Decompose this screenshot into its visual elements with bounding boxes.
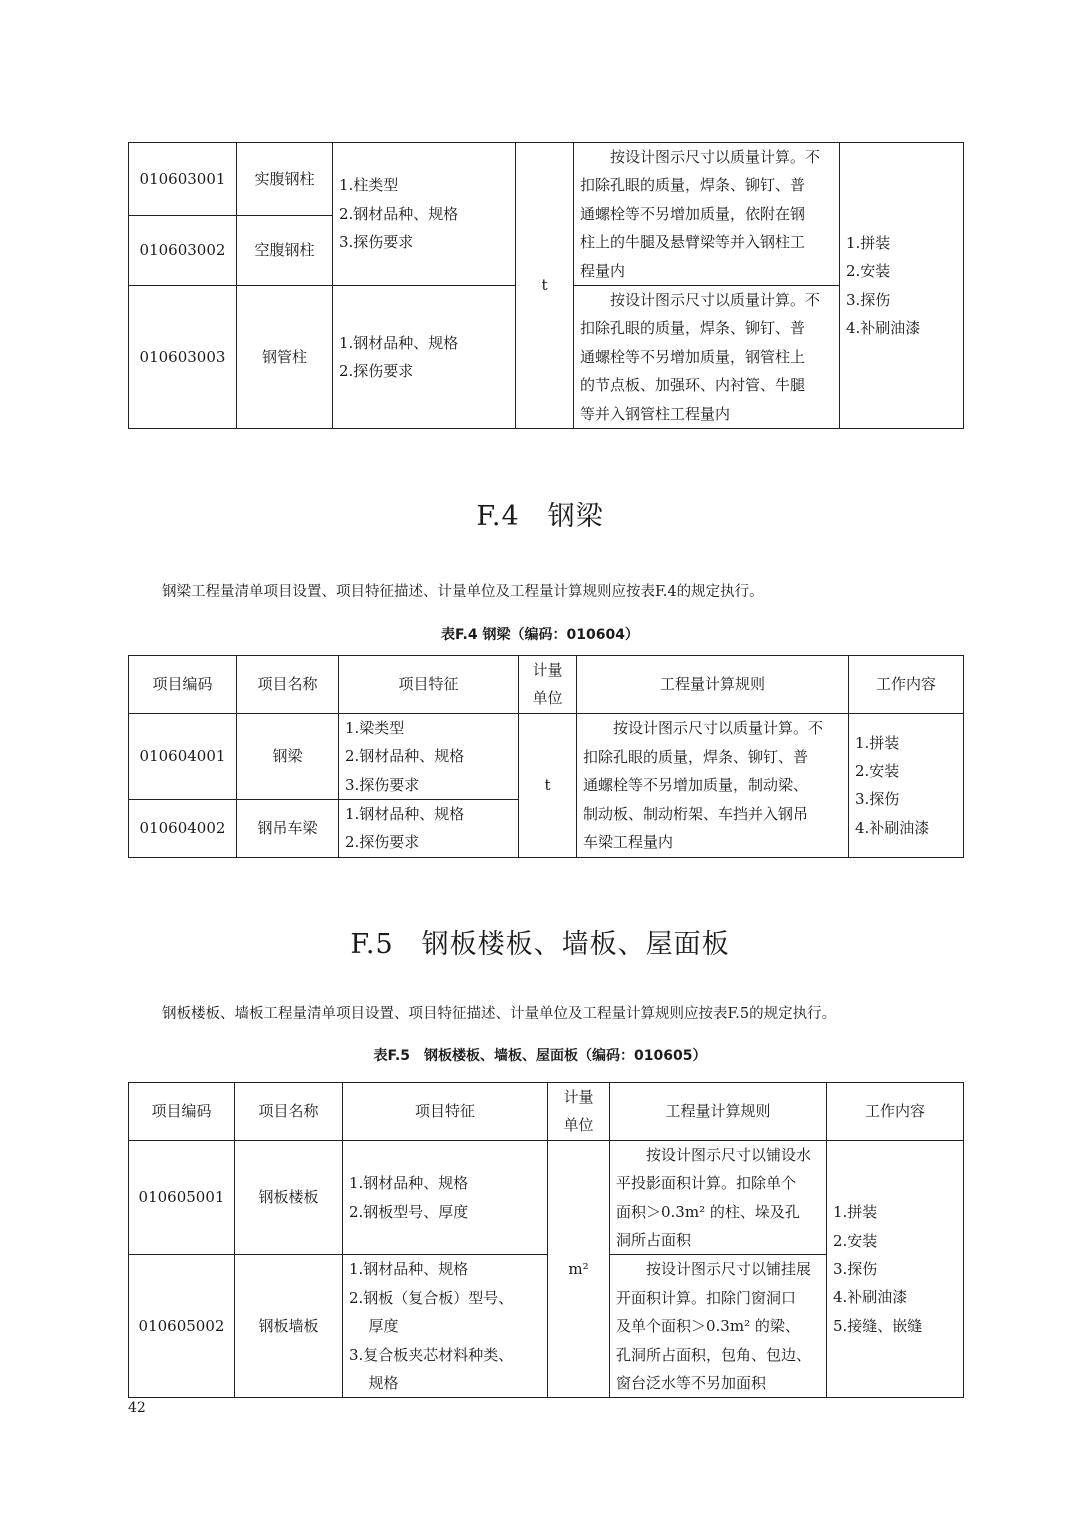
item-name: 钢管柱 bbox=[237, 286, 333, 429]
item-name: 钢板楼板 bbox=[235, 1140, 343, 1255]
header-features: 项目特征 bbox=[343, 1083, 548, 1141]
header-code: 项目编码 bbox=[129, 656, 237, 714]
table-caption-f5: 表F.5 钢板楼板、墙板、屋面板（编码：010605） bbox=[373, 1048, 707, 1064]
header-work: 工作内容 bbox=[849, 656, 964, 714]
section-paragraph-f5: 钢板楼板、墙板工程量清单项目设置、项目特征描述、计量单位及工程量计算规则应按表F.5的规定执行。 bbox=[162, 1006, 837, 1022]
table-f5 bbox=[128, 1082, 964, 1398]
measure-unit: m² bbox=[548, 1140, 610, 1398]
header-name: 项目名称 bbox=[237, 656, 339, 714]
item-code: 010603002 bbox=[129, 215, 237, 286]
header-rule: 工程量计算规则 bbox=[610, 1083, 827, 1141]
item-name: 实腹钢柱 bbox=[237, 143, 333, 216]
table-f3-continued bbox=[128, 142, 964, 429]
header-unit: 计量 单位 bbox=[519, 656, 577, 714]
item-name: 钢梁 bbox=[237, 713, 339, 799]
table-header-row bbox=[129, 656, 964, 714]
section-paragraph-f4: 钢梁工程量清单项目设置、项目特征描述、计量单位及工程量计算规则应按表F.4的规定执行。 bbox=[162, 584, 764, 600]
header-name: 项目名称 bbox=[235, 1083, 343, 1141]
item-code: 010605001 bbox=[129, 1140, 235, 1255]
work-content: 1.拼装 2.安装 3.探伤 4.补刷油漆 bbox=[840, 143, 964, 429]
item-features: 1.钢材品种、规格 2.钢板型号、厚度 bbox=[343, 1140, 548, 1255]
page-number: 42 bbox=[128, 1400, 146, 1416]
item-features: 1.钢材品种、规格 2.探伤要求 bbox=[333, 286, 516, 429]
table-row bbox=[129, 713, 964, 799]
header-unit: 计量 单位 bbox=[548, 1083, 610, 1141]
work-content: 1.拼装 2.安装 3.探伤 4.补刷油漆 5.接缝、嵌缝 bbox=[827, 1140, 964, 1398]
header-rule: 工程量计算规则 bbox=[577, 656, 849, 714]
item-code: 010603001 bbox=[129, 143, 237, 216]
table-header-row bbox=[129, 1083, 964, 1141]
item-features: 1.梁类型 2.钢材品种、规格 3.探伤要求 bbox=[339, 713, 519, 799]
item-code: 010604001 bbox=[129, 713, 237, 799]
measure-unit: t bbox=[519, 713, 577, 857]
item-name: 空腹钢柱 bbox=[237, 215, 333, 286]
section-title-f4: F.4 钢梁 bbox=[476, 501, 604, 532]
work-content: 1.拼装 2.安装 3.探伤 4.补刷油漆 bbox=[849, 713, 964, 857]
header-work: 工作内容 bbox=[827, 1083, 964, 1141]
calc-rule: 按设计图示尺寸以铺设水 平投影面积计算。扣除单个 面积＞0.3m² 的柱、垛及孔 洞所占面积 bbox=[610, 1140, 827, 1255]
table-f4 bbox=[128, 655, 964, 858]
header-features: 项目特征 bbox=[339, 656, 519, 714]
calc-rule: 按设计图示尺寸以质量计算。不 扣除孔眼的质量，焊条、铆钉、普 通螺栓等不另增加质量，制动梁、 制动板、制动桁架、车挡并入钢吊 车梁工程量内 bbox=[577, 713, 849, 857]
calc-rule: 按设计图示尺寸以质量计算。不 扣除孔眼的质量，焊条、铆钉、普 通螺栓等不另增加质量，依附在钢 柱上的牛腿及悬臂梁等并入钢柱工 程量内 bbox=[574, 143, 840, 286]
table-row bbox=[129, 1140, 964, 1255]
header-code: 项目编码 bbox=[129, 1083, 235, 1141]
item-name: 钢吊车梁 bbox=[237, 800, 339, 858]
item-features: 1.柱类型 2.钢材品种、规格 3.探伤要求 bbox=[333, 143, 516, 286]
measure-unit: t bbox=[516, 143, 574, 429]
table-caption-f4: 表F.4 钢梁（编码：010604） bbox=[441, 627, 639, 643]
item-name: 钢板墙板 bbox=[235, 1255, 343, 1398]
calc-rule: 按设计图示尺寸以铺挂展 开面积计算。扣除门窗洞口 及单个面积＞0.3m² 的梁、 孔洞所占面积，包角、包边、 窗台泛水等不另加面积 bbox=[610, 1255, 827, 1398]
calc-rule: 按设计图示尺寸以质量计算。不 扣除孔眼的质量，焊条、铆钉、普 通螺栓等不另增加质量，钢管柱上 的节点板、加强环、内衬管、牛腿 等并入钢管柱工程量内 bbox=[574, 286, 840, 429]
item-code: 010604002 bbox=[129, 800, 237, 858]
item-code: 010605002 bbox=[129, 1255, 235, 1398]
table-row bbox=[129, 143, 964, 216]
item-code: 010603003 bbox=[129, 286, 237, 429]
item-features: 1.钢材品种、规格 2.钢板（复合板）型号、 厚度 3.复合板夹芯材料种类、 规格 bbox=[343, 1255, 548, 1398]
item-features: 1.钢材品种、规格 2.探伤要求 bbox=[339, 800, 519, 858]
section-title-f5: F.5 钢板楼板、墙板、屋面板 bbox=[350, 929, 730, 960]
